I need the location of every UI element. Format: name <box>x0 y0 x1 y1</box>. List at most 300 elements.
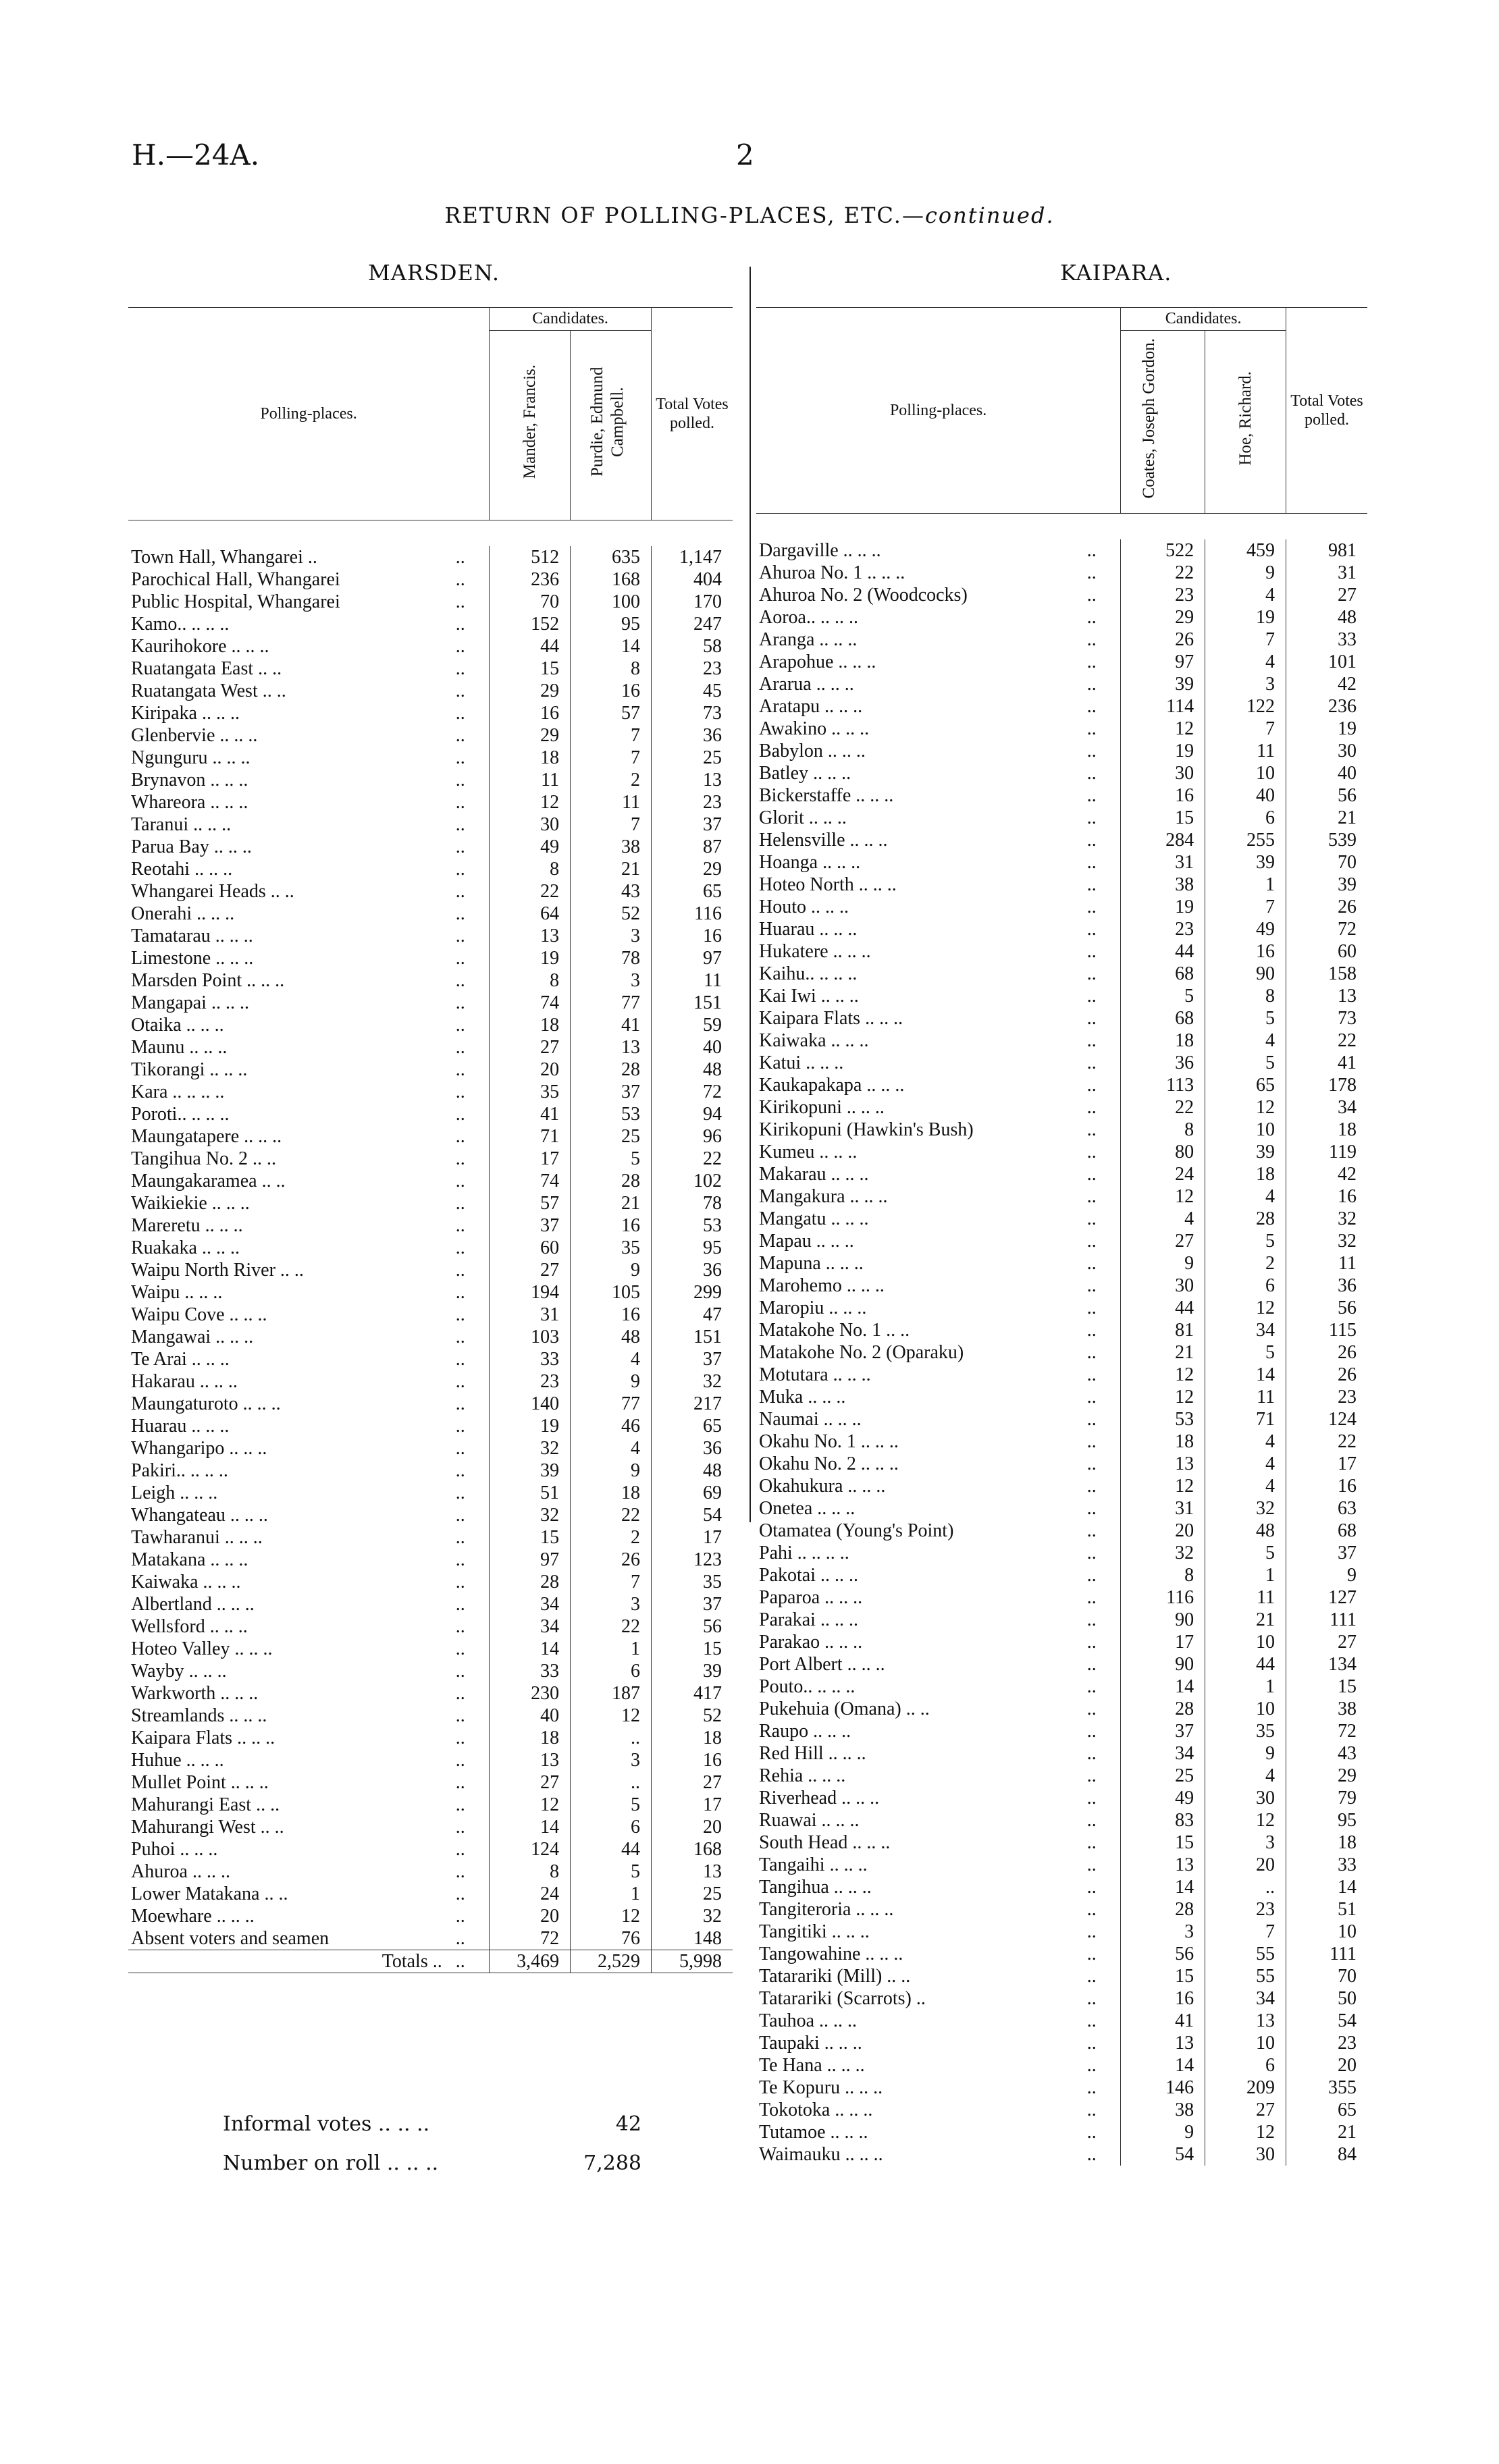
marsden-cand2-votes: 46 <box>571 1415 652 1437</box>
marsden-row <box>128 1214 733 1237</box>
marsden-leader: .. <box>455 1527 465 1548</box>
kaipara-cand1-votes: 113 <box>1121 1074 1205 1096</box>
kaipara-leader: .. <box>1086 1387 1097 1408</box>
marsden-row <box>128 1727 733 1749</box>
kaipara-place-name: Naumai .. .. .. <box>759 1409 862 1430</box>
kaipara-leader: .. <box>1086 1721 1097 1742</box>
marsden-table <box>128 307 733 1973</box>
marsden-cand2-votes: 100 <box>571 591 652 613</box>
kaipara-cand1-votes: 32 <box>1121 1542 1205 1564</box>
marsden-cand2-votes: 37 <box>571 1081 652 1103</box>
informal-votes-value: 42 <box>615 2112 641 2136</box>
marsden-place-name: Maungatapere .. .. .. <box>131 1126 282 1147</box>
kaipara-place-name: Huarau .. .. .. <box>759 919 858 940</box>
kaipara-row <box>756 1765 1367 1787</box>
kaipara-row <box>756 1676 1367 1698</box>
marsden-leader: .. <box>455 1772 465 1793</box>
kaipara-place-name: Red Hill .. .. .. <box>759 1743 866 1764</box>
kaipara-leader: .. <box>1086 1208 1097 1229</box>
marsden-cand2-votes: 9 <box>571 1370 652 1393</box>
marsden-leader: .. <box>455 1928 465 1949</box>
marsden-cand1-votes: 34 <box>490 1593 571 1615</box>
kaipara-leader: .. <box>1086 562 1097 583</box>
kaipara-leader: .. <box>1086 674 1097 695</box>
kaipara-row <box>756 896 1367 918</box>
kaipara-cand1-votes: 9 <box>1121 2121 1205 2143</box>
marsden-total-votes: 16 <box>652 1749 733 1771</box>
marsden-total-votes: 404 <box>652 568 733 591</box>
marsden-cand2-votes: 3 <box>571 1593 652 1615</box>
kaipara-leader: .. <box>1086 2122 1097 2143</box>
marsden-cand1-votes: 15 <box>490 658 571 680</box>
marsden-cand2-votes: 9 <box>571 1459 652 1482</box>
kaipara-leader: .. <box>1086 629 1097 650</box>
marsden-row <box>128 1860 733 1883</box>
marsden-row <box>128 1615 733 1638</box>
kaipara-cand1-votes: 14 <box>1121 2054 1205 2077</box>
kaipara-leader: .. <box>1086 963 1097 984</box>
marsden-cand1-votes: 19 <box>490 1415 571 1437</box>
marsden-summary <box>223 2105 641 2183</box>
kaipara-row <box>756 1586 1367 1609</box>
marsden-leader: .. <box>455 1906 465 1927</box>
kaipara-leader: .. <box>1086 1097 1097 1118</box>
kaipara-total-votes: 32 <box>1286 1230 1367 1252</box>
kaipara-row <box>756 1364 1367 1386</box>
kaipara-row <box>756 1029 1367 1052</box>
marsden-cand2-votes: 4 <box>571 1437 652 1459</box>
marsden-total-votes: 54 <box>652 1504 733 1526</box>
marsden-place-name: Otaika .. .. .. <box>131 1015 224 1036</box>
kaipara-leader: .. <box>1086 1253 1097 1274</box>
heading-continued: continued. <box>924 203 1055 228</box>
kaipara-cand1-votes: 13 <box>1121 2032 1205 2054</box>
kaipara-cand2-votes: 27 <box>1205 2099 1286 2121</box>
kaipara-row <box>756 1475 1367 1497</box>
kaipara-total-votes: 119 <box>1286 1141 1367 1163</box>
kaipara-cand2-votes: 4 <box>1205 1185 1286 1208</box>
marsden-total-votes: 25 <box>652 1883 733 1905</box>
marsden-col-total: Total Votes polled. <box>652 308 733 520</box>
marsden-place-name: Te Arai .. .. .. <box>131 1349 230 1370</box>
kaipara-row <box>756 562 1367 584</box>
kaipara-cand1-votes: 522 <box>1121 539 1205 562</box>
kaipara-total-votes: 101 <box>1286 651 1367 673</box>
marsden-cand1-votes: 8 <box>490 858 571 880</box>
kaipara-total-votes: 539 <box>1286 829 1367 851</box>
marsden-row <box>128 1905 733 1927</box>
kaipara-row <box>756 807 1367 829</box>
marsden-place-name: Maungakaramea .. .. <box>131 1171 286 1191</box>
kaipara-row <box>756 1096 1367 1119</box>
marsden-place-name: Waipu Cove .. .. .. <box>131 1304 267 1325</box>
marsden-place-name: Ruatangata East .. .. <box>131 658 282 679</box>
kaipara-row <box>756 1698 1367 1720</box>
kaipara-cand1-votes: 19 <box>1121 740 1205 762</box>
kaipara-cand1-votes: 15 <box>1121 1831 1205 1854</box>
marsden-place-name: Tangihua No. 2 .. .. <box>131 1148 277 1169</box>
kaipara-row <box>756 1185 1367 1208</box>
kaipara-leader: .. <box>1086 1297 1097 1318</box>
kaipara-cand1-votes: 37 <box>1121 1720 1205 1742</box>
marsden-leader: .. <box>455 1260 465 1281</box>
marsden-leader: .. <box>455 1839 465 1860</box>
kaipara-leader: .. <box>1086 1944 1097 1964</box>
kaipara-row <box>756 651 1367 673</box>
marsden-leader: .. <box>455 1104 465 1125</box>
kaipara-leader: .. <box>1086 741 1097 761</box>
marsden-leader: .. <box>455 547 465 568</box>
marsden-place-name: Public Hospital, Whangarei <box>131 591 340 612</box>
marsden-leader: .. <box>455 992 465 1013</box>
kaipara-row <box>756 1965 1367 1987</box>
kaipara-cand2-votes: 2 <box>1205 1252 1286 1275</box>
marsden-cand2-votes: 16 <box>571 1214 652 1237</box>
marsden-leader: .. <box>455 614 465 635</box>
marsden-cand1-votes: 33 <box>490 1348 571 1370</box>
kaipara-cand1-votes: 12 <box>1121 718 1205 740</box>
kaipara-place-name: Mangakura .. .. .. <box>759 1186 888 1207</box>
marsden-cand2-votes: 53 <box>571 1103 652 1125</box>
kaipara-cand2-votes: 71 <box>1205 1408 1286 1430</box>
kaipara-cand1-votes: 20 <box>1121 1520 1205 1542</box>
marsden-cand2-votes: 105 <box>571 1281 652 1304</box>
marsden-cand1-votes: 12 <box>490 791 571 813</box>
marsden-cand2-votes: 4 <box>571 1348 652 1370</box>
marsden-place-name: Maunu .. .. .. <box>131 1037 228 1058</box>
kaipara-total-votes: 111 <box>1286 1943 1367 1965</box>
kaipara-cand1-votes: 284 <box>1121 829 1205 851</box>
kaipara-row <box>756 1653 1367 1676</box>
marsden-place-name: Brynavon .. .. .. <box>131 770 248 791</box>
kaipara-total-votes: 355 <box>1286 2077 1367 2099</box>
kaipara-leader: .. <box>1086 986 1097 1007</box>
kaipara-col-candidates: Candidates. <box>1121 308 1286 331</box>
marsden-cand1-votes: 15 <box>490 1526 571 1549</box>
marsden-row <box>128 1014 733 1036</box>
kaipara-total-votes: 115 <box>1286 1319 1367 1341</box>
marsden-total-votes: 97 <box>652 947 733 969</box>
marsden-cand1-votes: 230 <box>490 1682 571 1705</box>
marsden-col-candidates: Candidates. <box>490 308 652 331</box>
marsden-row <box>128 702 733 724</box>
marsden-row <box>128 947 733 969</box>
marsden-total-votes: 102 <box>652 1170 733 1192</box>
kaipara-cand2-votes: 3 <box>1205 1831 1286 1854</box>
kaipara-leader: .. <box>1086 1698 1097 1719</box>
kaipara-place-name: Tauhoa .. .. .. <box>759 2010 858 2031</box>
marsden-place-name: Kara .. .. .. .. <box>131 1081 225 1102</box>
kaipara-total-votes: 127 <box>1286 1586 1367 1609</box>
kaipara-total-votes: 20 <box>1286 2054 1367 2077</box>
marsden-place-name: Ruatangata West .. .. <box>131 680 286 701</box>
kaipara-place-name: Tatarariki (Mill) .. .. <box>759 1966 911 1987</box>
kaipara-total-votes: 84 <box>1286 2143 1367 2166</box>
marsden-cand2-votes: 52 <box>571 903 652 925</box>
kaipara-cand2-votes: 5 <box>1205 1230 1286 1252</box>
kaipara-cand1-votes: 18 <box>1121 1430 1205 1453</box>
marsden-cand1-votes: 124 <box>490 1838 571 1860</box>
kaipara-leader: .. <box>1086 1052 1097 1073</box>
marsden-cand2-votes: 28 <box>571 1170 652 1192</box>
kaipara-row <box>756 940 1367 963</box>
marsden-leader: .. <box>455 1126 465 1147</box>
kaipara-place-name: Mapau .. .. .. <box>759 1231 854 1252</box>
marsden-total-votes: 52 <box>652 1705 733 1727</box>
kaipara-row <box>756 1831 1367 1854</box>
kaipara-cand1-votes: 12 <box>1121 1364 1205 1386</box>
marsden-place-name: Hakarau .. .. .. <box>131 1371 238 1392</box>
marsden-row <box>128 791 733 813</box>
marsden-cand1-votes: 30 <box>490 813 571 836</box>
marsden-place-name: Kaiwaka .. .. .. <box>131 1572 241 1592</box>
kaipara-cand1-votes: 29 <box>1121 606 1205 628</box>
kaipara-leader: .. <box>1086 1609 1097 1630</box>
kaipara-total-votes: 19 <box>1286 718 1367 740</box>
kaipara-leader: .. <box>1086 1676 1097 1697</box>
marsden-total-votes: 32 <box>652 1905 733 1927</box>
kaipara-place-name: Waimauku .. .. .. <box>759 2144 883 2165</box>
marsden-place-name: Albertland .. .. .. <box>131 1594 255 1615</box>
kaipara-cand2-votes: 4 <box>1205 1029 1286 1052</box>
marsden-total-votes: 37 <box>652 1348 733 1370</box>
marsden-cand2-votes: 2 <box>571 769 652 791</box>
marsden-total-votes: 116 <box>652 903 733 925</box>
marsden-total-votes: 72 <box>652 1081 733 1103</box>
kaipara-cand1-votes: 68 <box>1121 1007 1205 1029</box>
kaipara-place-name: Motutara .. .. .. <box>759 1364 871 1385</box>
kaipara-total-votes: 37 <box>1286 1542 1367 1564</box>
kaipara-leader: .. <box>1086 1788 1097 1809</box>
marsden-place-name: Kiripaka .. .. .. <box>131 703 240 724</box>
kaipara-cand2-votes: 6 <box>1205 1275 1286 1297</box>
marsden-cand2-votes: 7 <box>571 813 652 836</box>
marsden-place-name: Mangawai .. .. .. <box>131 1327 254 1347</box>
marsden-cand2-votes: 76 <box>571 1927 652 1950</box>
kaipara-cand1-votes: 15 <box>1121 1965 1205 1987</box>
kaipara-cand2-votes: 9 <box>1205 562 1286 584</box>
kaipara-cand2-votes: 34 <box>1205 1987 1286 2010</box>
marsden-place-name: Kaurihokore .. .. .. <box>131 636 269 657</box>
kaipara-total-votes: 72 <box>1286 1720 1367 1742</box>
kaipara-cand1-votes: 38 <box>1121 2099 1205 2121</box>
kaipara-leader: .. <box>1086 1476 1097 1497</box>
kaipara-cand2-votes: 16 <box>1205 940 1286 963</box>
kaipara-cand1-votes: 41 <box>1121 2010 1205 2032</box>
marsden-leader: .. <box>455 1661 465 1682</box>
kaipara-total-votes: 158 <box>1286 963 1367 985</box>
kaipara-cand2-votes: 5 <box>1205 1542 1286 1564</box>
kaipara-cand2-votes: 1 <box>1205 874 1286 896</box>
marsden-leader: .. <box>455 1594 465 1615</box>
kaipara-cand1-header <box>1121 331 1205 514</box>
kaipara-cand2-votes: 90 <box>1205 963 1286 985</box>
marsden-leader: .. <box>455 881 465 902</box>
kaipara-place-name: Kumeu .. .. .. <box>759 1142 858 1162</box>
kaipara-leader: .. <box>1086 1142 1097 1162</box>
marsden-place-name: Ngunguru .. .. .. <box>131 747 251 768</box>
kaipara-total-votes: 26 <box>1286 1341 1367 1364</box>
kaipara-row <box>756 1408 1367 1430</box>
marsden-row <box>128 992 733 1014</box>
marsden-total-votes: 65 <box>652 880 733 903</box>
marsden-cand1-votes: 44 <box>490 635 571 658</box>
kaipara-cand1-votes: 15 <box>1121 807 1205 829</box>
kaipara-row <box>756 2099 1367 2121</box>
kaipara-cand1-votes: 14 <box>1121 1676 1205 1698</box>
kaipara-cand1-votes: 19 <box>1121 896 1205 918</box>
kaipara-leader: .. <box>1086 1364 1097 1385</box>
kaipara-leader: .. <box>1086 1320 1097 1341</box>
kaipara-place-name: Matakohe No. 1 .. .. <box>759 1320 910 1341</box>
kaipara-place-name: Arapohue .. .. .. <box>759 651 876 672</box>
kaipara-leader: .. <box>1086 1921 1097 1942</box>
marsden-cand1-votes: 27 <box>490 1036 571 1059</box>
kaipara-leader: .. <box>1086 651 1097 672</box>
marsden-cand2-votes: 26 <box>571 1549 652 1571</box>
kaipara-row <box>756 1787 1367 1809</box>
marsden-total-votes: 53 <box>652 1214 733 1237</box>
kaipara-place-name: Hoteo North .. .. .. <box>759 874 897 895</box>
kaipara-place-name: Te Kopuru .. .. .. <box>759 2077 883 2098</box>
kaipara-row <box>756 1297 1367 1319</box>
marsden-cand1-votes: 152 <box>490 613 571 635</box>
marsden-leader: .. <box>455 1794 465 1815</box>
marsden-row <box>128 1482 733 1504</box>
marsden-cand2-votes: 95 <box>571 613 652 635</box>
marsden-cand2-votes: 5 <box>571 1860 652 1883</box>
kaipara-place-name: Muka .. .. .. <box>759 1387 846 1408</box>
kaipara-leader: .. <box>1086 585 1097 606</box>
kaipara-total-votes: 21 <box>1286 2121 1367 2143</box>
kaipara-cand2-votes: 10 <box>1205 1119 1286 1141</box>
kaipara-total-votes: 60 <box>1286 940 1367 963</box>
kaipara-cand2-votes: 21 <box>1205 1609 1286 1631</box>
page-number: 2 <box>736 138 754 171</box>
kaipara-place-name: Kirikopuni .. .. .. <box>759 1097 885 1118</box>
kaipara-total-votes: 23 <box>1286 2032 1367 2054</box>
kaipara-cand2-votes: 12 <box>1205 2121 1286 2143</box>
kaipara-cand2-votes: 8 <box>1205 985 1286 1007</box>
marsden-cand1-votes: 20 <box>490 1059 571 1081</box>
kaipara-total-votes: 70 <box>1286 1965 1367 1987</box>
kaipara-total-votes: 41 <box>1286 1052 1367 1074</box>
kaipara-place-name: Pahi .. .. .. .. <box>759 1543 849 1563</box>
marsden-place-name: Mahurangi West .. .. <box>131 1817 284 1838</box>
kaipara-total-votes: 54 <box>1286 2010 1367 2032</box>
marsden-cand2-votes: .. <box>571 1771 652 1794</box>
marsden-leader: .. <box>455 1638 465 1659</box>
marsden-total-votes: 45 <box>652 680 733 702</box>
kaipara-total-votes: 34 <box>1286 1096 1367 1119</box>
marsden-cand2-votes: 6 <box>571 1660 652 1682</box>
marsden-cand1-votes: 41 <box>490 1103 571 1125</box>
kaipara-place-name: Parakao .. .. .. <box>759 1632 863 1653</box>
marsden-leader: .. <box>455 770 465 791</box>
kaipara-row <box>756 2077 1367 2099</box>
kaipara-leader: .. <box>1086 2010 1097 2031</box>
marsden-total-votes: 20 <box>652 1816 733 1838</box>
marsden-cand2-votes: 8 <box>571 658 652 680</box>
kaipara-total-votes: 43 <box>1286 1742 1367 1765</box>
kaipara-cand2-votes: 5 <box>1205 1007 1286 1029</box>
kaipara-cand2-votes: 55 <box>1205 1965 1286 1987</box>
marsden-leader: .. <box>455 1817 465 1838</box>
kaipara-col-place: Polling-places. <box>756 308 1121 514</box>
kaipara-total-votes: 63 <box>1286 1497 1367 1520</box>
kaipara-place-name: Okahu No. 2 .. .. .. <box>759 1453 899 1474</box>
marsden-place-name: Parochical Hall, Whangarei <box>131 569 340 590</box>
marsden-cand1-votes: 40 <box>490 1705 571 1727</box>
kaipara-cand2-votes: 49 <box>1205 918 1286 940</box>
marsden-row <box>128 1771 733 1794</box>
marsden-row <box>128 1838 733 1860</box>
kaipara-cand2-votes: 18 <box>1205 1163 1286 1185</box>
marsden-leader: .. <box>455 703 465 724</box>
marsden-cand1-votes: 32 <box>490 1437 571 1459</box>
marsden-total-votes: 13 <box>652 769 733 791</box>
marsden-total-votes: 11 <box>652 969 733 992</box>
kaipara-row <box>756 673 1367 695</box>
kaipara-cand2-votes: 9 <box>1205 1742 1286 1765</box>
kaipara-total-votes: 17 <box>1286 1453 1367 1475</box>
marsden-place-name: Parua Bay .. .. .. <box>131 836 252 857</box>
kaipara-cand1-votes: 26 <box>1121 628 1205 651</box>
marsden-cand2-votes: .. <box>571 1727 652 1749</box>
kaipara-cand2-votes: 6 <box>1205 2054 1286 2077</box>
number-on-roll-value: 7,288 <box>583 2151 641 2175</box>
marsden-place-name: Hoteo Valley .. .. .. <box>131 1638 273 1659</box>
number-on-roll-row <box>223 2144 641 2183</box>
kaipara-title: KAIPARA. <box>1060 260 1172 286</box>
kaipara-total-votes: 51 <box>1286 1898 1367 1921</box>
marsden-cand2-votes: 77 <box>571 992 652 1014</box>
kaipara-cand1-votes: 36 <box>1121 1052 1205 1074</box>
kaipara-total-votes: 33 <box>1286 628 1367 651</box>
marsden-leader: .. <box>455 1460 465 1481</box>
marsden-row <box>128 546 733 568</box>
marsden-cand2-votes: 13 <box>571 1036 652 1059</box>
kaipara-cand2-votes: 48 <box>1205 1520 1286 1542</box>
kaipara-cand2-votes: 39 <box>1205 851 1286 874</box>
kaipara-row <box>756 1720 1367 1742</box>
kaipara-cand2-votes: 11 <box>1205 740 1286 762</box>
kaipara-total-votes: 178 <box>1286 1074 1367 1096</box>
kaipara-total-votes: 22 <box>1286 1029 1367 1052</box>
marsden-cand1-votes: 16 <box>490 702 571 724</box>
kaipara-place-name: Tatarariki (Scarrots) .. <box>759 1988 926 2009</box>
marsden-cand1-votes: 27 <box>490 1771 571 1794</box>
kaipara-col-total: Total Votes polled. <box>1286 308 1367 514</box>
kaipara-cand2-votes: 4 <box>1205 1430 1286 1453</box>
kaipara-total-votes: 70 <box>1286 851 1367 874</box>
kaipara-cand1-votes: 90 <box>1121 1609 1205 1631</box>
marsden-cand2-votes: 18 <box>571 1482 652 1504</box>
marsden-cand2-votes: 16 <box>571 1304 652 1326</box>
marsden-cand2-votes: 187 <box>571 1682 652 1705</box>
marsden-place-name: Onerahi .. .. .. <box>131 903 235 924</box>
kaipara-leader: .. <box>1086 1899 1097 1920</box>
informal-votes-label: Informal votes .. .. .. <box>223 2112 430 2136</box>
marsden-cand1-votes: 18 <box>490 1727 571 1749</box>
kaipara-cand2-votes: 5 <box>1205 1341 1286 1364</box>
marsden-cand1-votes: 37 <box>490 1214 571 1237</box>
kaipara-row <box>756 1141 1367 1163</box>
marsden-total-votes: 36 <box>652 1259 733 1281</box>
marsden-place-name: Wellsford .. .. .. <box>131 1616 248 1637</box>
marsden-total-votes: 25 <box>652 747 733 769</box>
marsden-place-name: Warkworth .. .. .. <box>131 1683 259 1704</box>
